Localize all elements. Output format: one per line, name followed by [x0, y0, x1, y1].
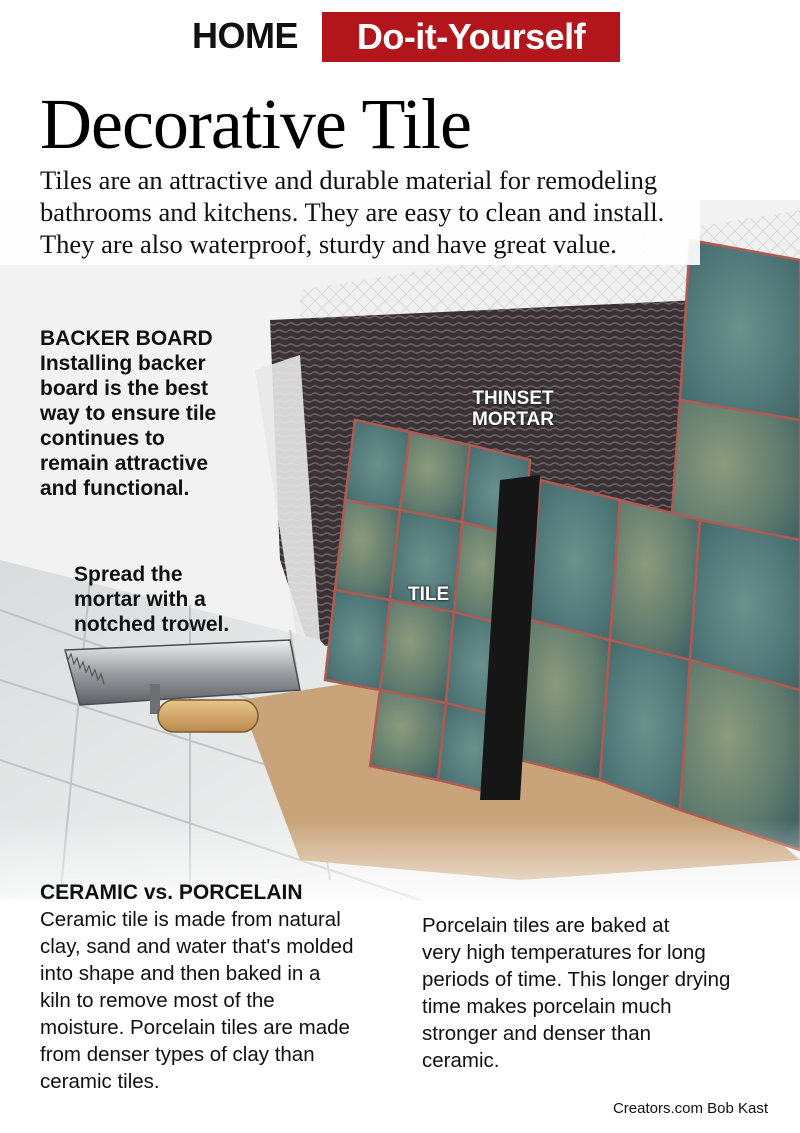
trowel-note-line: Spread the [74, 563, 183, 586]
intro-line: bathrooms and kitchens. They are easy to clean and install. [40, 197, 665, 227]
ceramic-porcelain-heading: CERAMIC vs. PORCELAIN [40, 881, 303, 904]
thinset-mortar-label [472, 388, 554, 430]
mortar-label-line: MORTAR [472, 409, 554, 430]
backer-board-line: continues to [40, 427, 165, 450]
porcelain-line: very high temperatures for long [422, 941, 706, 964]
backer-board-line: way to ensure tile [40, 402, 217, 425]
porcelain-line: periods of time. This longer drying [422, 968, 731, 991]
ceramic-line: ceramic tiles. [40, 1070, 160, 1093]
porcelain-paragraph [422, 912, 730, 1074]
trowel-note-line: notched trowel. [74, 613, 230, 636]
intro-line: Tiles are an attractive and durable material for remodeling [40, 165, 658, 195]
ceramic-line: into shape and then baked in a [40, 962, 321, 985]
ceramic-line: from denser types of clay than [40, 1043, 315, 1066]
ceramic-line: clay, sand and water that's molded [40, 935, 354, 958]
trowel-note-line: mortar with a [74, 588, 206, 611]
porcelain-line: Porcelain tiles are baked at [422, 914, 670, 937]
ceramic-line: Ceramic tile is made from natural [40, 908, 341, 931]
section-banner: Do-it-Yourself [322, 12, 620, 62]
porcelain-line: stronger and denser than [422, 1022, 652, 1045]
ceramic-paragraph [40, 906, 354, 1095]
backer-board-line: board is the best [40, 377, 209, 400]
ceramic-line: moisture. Porcelain tiles are made [40, 1016, 350, 1039]
page-title: Decorative Tile [40, 84, 471, 164]
intro-line: They are also waterproof, sturdy and have great value. [40, 229, 617, 259]
porcelain-line: ceramic. [422, 1049, 500, 1072]
backer-board-note [40, 326, 216, 501]
home-label: HOME [192, 15, 298, 56]
backer-board-line: Installing backer [40, 352, 206, 375]
ceramic-line: kiln to remove most of the [40, 989, 275, 1012]
tile-label: TILE [408, 584, 450, 605]
trowel-note [74, 562, 229, 637]
backer-board-line: remain attractive [40, 452, 209, 475]
credit-line: Creators.com Bob Kast [612, 1100, 768, 1117]
backer-board-heading: BACKER BOARD [40, 327, 213, 350]
porcelain-line: time makes porcelain much [422, 995, 672, 1018]
backer-board-line: and functional. [40, 477, 190, 500]
intro-text [40, 164, 760, 260]
thinset-label-line: THINSET [472, 388, 554, 409]
